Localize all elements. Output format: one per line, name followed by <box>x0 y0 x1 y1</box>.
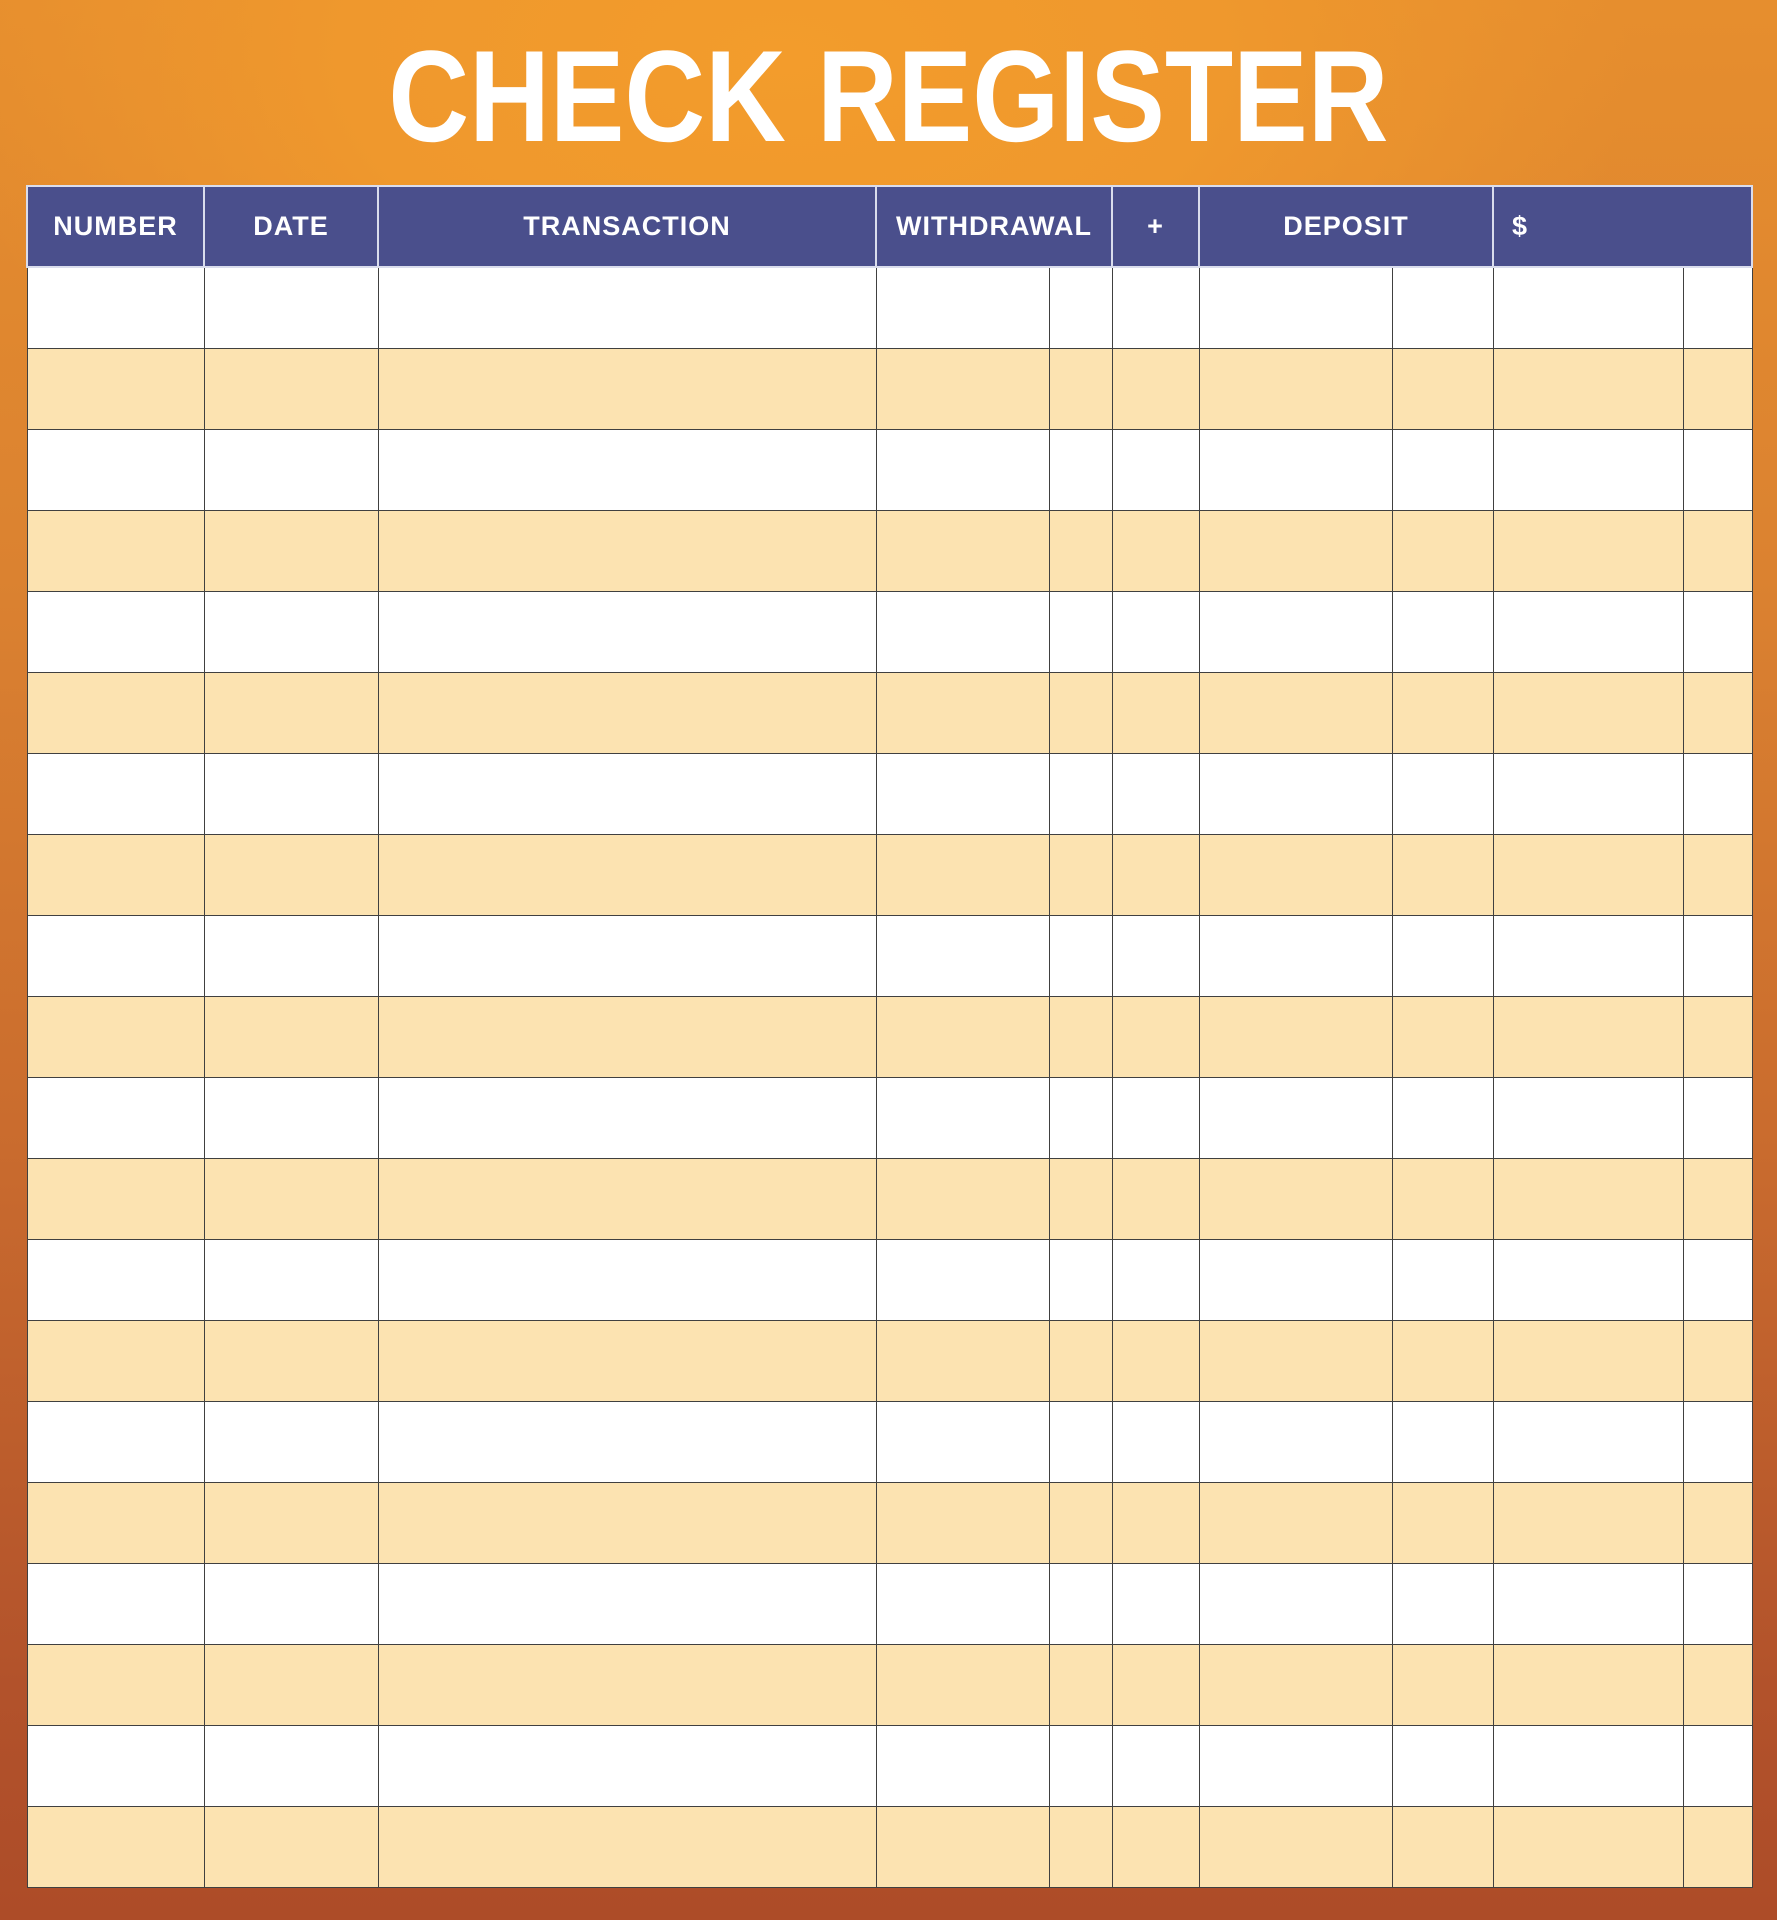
cell-balance-dollars[interactable] <box>1493 348 1683 429</box>
cell-deposit-cents[interactable] <box>1392 1158 1493 1239</box>
table-row <box>27 1482 1752 1563</box>
cell-cleared[interactable] <box>1112 1563 1199 1644</box>
cell-date[interactable] <box>204 834 378 915</box>
cell-deposit-cents[interactable] <box>1392 1644 1493 1725</box>
cell-balance-dollars[interactable] <box>1493 1806 1683 1887</box>
cell-date[interactable] <box>204 1644 378 1725</box>
cell-withdrawal-dollars[interactable] <box>876 1239 1049 1320</box>
cell-withdrawal-dollars[interactable] <box>876 510 1049 591</box>
table-row <box>27 996 1752 1077</box>
cell-number[interactable] <box>27 915 204 996</box>
cell-number[interactable] <box>27 1239 204 1320</box>
cell-withdrawal-dollars[interactable] <box>876 1725 1049 1806</box>
cell-withdrawal-cents[interactable] <box>1049 267 1112 348</box>
cell-deposit-dollars[interactable] <box>1199 1563 1392 1644</box>
cell-withdrawal-dollars[interactable] <box>876 834 1049 915</box>
table-row <box>27 267 1752 348</box>
cell-deposit-cents[interactable] <box>1392 753 1493 834</box>
cell-deposit-cents[interactable] <box>1392 1320 1493 1401</box>
cell-balance-dollars[interactable] <box>1493 1077 1683 1158</box>
cell-deposit-dollars[interactable] <box>1199 1077 1392 1158</box>
cell-transaction[interactable] <box>378 1239 876 1320</box>
cell-withdrawal-dollars[interactable] <box>876 1401 1049 1482</box>
cell-balance-dollars[interactable] <box>1493 1401 1683 1482</box>
cell-transaction[interactable] <box>378 591 876 672</box>
cell-balance-cents[interactable] <box>1683 1320 1752 1401</box>
cell-withdrawal-dollars[interactable] <box>876 429 1049 510</box>
header-date: DATE <box>204 186 378 267</box>
cell-withdrawal-cents[interactable] <box>1049 753 1112 834</box>
cell-transaction[interactable] <box>378 1158 876 1239</box>
cell-number[interactable] <box>27 996 204 1077</box>
header-transaction: TRANSACTION <box>378 186 876 267</box>
cell-withdrawal-dollars[interactable] <box>876 1077 1049 1158</box>
cell-date[interactable] <box>204 1482 378 1563</box>
cell-deposit-dollars[interactable] <box>1199 1806 1392 1887</box>
cell-withdrawal-dollars[interactable] <box>876 591 1049 672</box>
table-row <box>27 1401 1752 1482</box>
cell-withdrawal-dollars[interactable] <box>876 267 1049 348</box>
cell-transaction[interactable] <box>378 1644 876 1725</box>
cell-date[interactable] <box>204 753 378 834</box>
cell-balance-cents[interactable] <box>1683 1239 1752 1320</box>
cell-date[interactable] <box>204 1725 378 1806</box>
cell-deposit-dollars[interactable] <box>1199 510 1392 591</box>
cell-balance-dollars[interactable] <box>1493 267 1683 348</box>
cell-cleared[interactable] <box>1112 1077 1199 1158</box>
cell-number[interactable] <box>27 1077 204 1158</box>
cell-withdrawal-cents[interactable] <box>1049 996 1112 1077</box>
cell-deposit-dollars[interactable] <box>1199 1158 1392 1239</box>
cell-deposit-cents[interactable] <box>1392 1482 1493 1563</box>
cell-cleared[interactable] <box>1112 1239 1199 1320</box>
cell-deposit-cents[interactable] <box>1392 510 1493 591</box>
cell-date[interactable] <box>204 1077 378 1158</box>
cell-deposit-dollars[interactable] <box>1199 672 1392 753</box>
cell-balance-cents[interactable] <box>1683 1077 1752 1158</box>
cell-number[interactable] <box>27 510 204 591</box>
cell-withdrawal-cents[interactable] <box>1049 834 1112 915</box>
cell-cleared[interactable] <box>1112 1320 1199 1401</box>
cell-deposit-cents[interactable] <box>1392 591 1493 672</box>
table-row <box>27 591 1752 672</box>
cell-withdrawal-cents[interactable] <box>1049 1077 1112 1158</box>
cell-date[interactable] <box>204 1239 378 1320</box>
table-row <box>27 753 1752 834</box>
cell-transaction[interactable] <box>378 834 876 915</box>
cell-balance-cents[interactable] <box>1683 1725 1752 1806</box>
cell-deposit-cents[interactable] <box>1392 348 1493 429</box>
cell-withdrawal-dollars[interactable] <box>876 1806 1049 1887</box>
cell-balance-dollars[interactable] <box>1493 510 1683 591</box>
cell-date[interactable] <box>204 348 378 429</box>
cell-deposit-dollars[interactable] <box>1199 1725 1392 1806</box>
cell-number[interactable] <box>27 267 204 348</box>
cell-date[interactable] <box>204 672 378 753</box>
cell-withdrawal-dollars[interactable] <box>876 348 1049 429</box>
cell-withdrawal-cents[interactable] <box>1049 510 1112 591</box>
cell-balance-cents[interactable] <box>1683 1158 1752 1239</box>
cell-deposit-dollars[interactable] <box>1199 348 1392 429</box>
cell-balance-dollars[interactable] <box>1493 591 1683 672</box>
cell-deposit-dollars[interactable] <box>1199 996 1392 1077</box>
header-row <box>27 186 1752 267</box>
cell-balance-cents[interactable] <box>1683 915 1752 996</box>
cell-balance-cents[interactable] <box>1683 429 1752 510</box>
cell-balance-cents[interactable] <box>1683 1401 1752 1482</box>
cell-number[interactable] <box>27 834 204 915</box>
cell-deposit-cents[interactable] <box>1392 1077 1493 1158</box>
cell-number[interactable] <box>27 1158 204 1239</box>
cell-number[interactable] <box>27 1644 204 1725</box>
cell-balance-cents[interactable] <box>1683 753 1752 834</box>
table-row <box>27 348 1752 429</box>
cell-transaction[interactable] <box>378 753 876 834</box>
cell-withdrawal-dollars[interactable] <box>876 1158 1049 1239</box>
cell-transaction[interactable] <box>378 1563 876 1644</box>
table-row <box>27 915 1752 996</box>
cell-balance-dollars[interactable] <box>1493 834 1683 915</box>
cell-withdrawal-dollars[interactable] <box>876 1563 1049 1644</box>
cell-cleared[interactable] <box>1112 1401 1199 1482</box>
table-row <box>27 834 1752 915</box>
cell-balance-dollars[interactable] <box>1493 996 1683 1077</box>
cell-balance-cents[interactable] <box>1683 1563 1752 1644</box>
cell-withdrawal-dollars[interactable] <box>876 915 1049 996</box>
header-withdrawal: WITHDRAWAL <box>876 186 1112 267</box>
cell-date[interactable] <box>204 915 378 996</box>
cell-balance-cents[interactable] <box>1683 1806 1752 1887</box>
cell-deposit-dollars[interactable] <box>1199 1320 1392 1401</box>
cell-transaction[interactable] <box>378 1482 876 1563</box>
cell-deposit-cents[interactable] <box>1392 267 1493 348</box>
cell-number[interactable] <box>27 429 204 510</box>
cell-deposit-cents[interactable] <box>1392 834 1493 915</box>
cell-cleared[interactable] <box>1112 753 1199 834</box>
cell-date[interactable] <box>204 1320 378 1401</box>
cell-number[interactable] <box>27 591 204 672</box>
cell-withdrawal-dollars[interactable] <box>876 672 1049 753</box>
cell-cleared[interactable] <box>1112 510 1199 591</box>
cell-deposit-cents[interactable] <box>1392 672 1493 753</box>
cell-balance-cents[interactable] <box>1683 834 1752 915</box>
page-title: CHECK REGISTER <box>388 22 1389 169</box>
cell-withdrawal-dollars[interactable] <box>876 1320 1049 1401</box>
cell-deposit-dollars[interactable] <box>1199 1239 1392 1320</box>
cell-deposit-cents[interactable] <box>1392 1401 1493 1482</box>
cell-deposit-dollars[interactable] <box>1199 1401 1392 1482</box>
header-deposit: DEPOSIT <box>1199 186 1493 267</box>
cell-balance-dollars[interactable] <box>1493 672 1683 753</box>
cell-deposit-dollars[interactable] <box>1199 1482 1392 1563</box>
cell-number[interactable] <box>27 1806 204 1887</box>
cell-balance-cents[interactable] <box>1683 267 1752 348</box>
cell-cleared[interactable] <box>1112 1725 1199 1806</box>
cell-transaction[interactable] <box>378 1320 876 1401</box>
cell-number[interactable] <box>27 1482 204 1563</box>
table-row <box>27 1725 1752 1806</box>
cell-withdrawal-cents[interactable] <box>1049 591 1112 672</box>
cell-cleared[interactable] <box>1112 672 1199 753</box>
cell-balance-dollars[interactable] <box>1493 1158 1683 1239</box>
cell-transaction[interactable] <box>378 1401 876 1482</box>
table-row <box>27 1320 1752 1401</box>
cell-balance-cents[interactable] <box>1683 1644 1752 1725</box>
cell-cleared[interactable] <box>1112 267 1199 348</box>
cell-cleared[interactable] <box>1112 429 1199 510</box>
table-row <box>27 1806 1752 1887</box>
cell-date[interactable] <box>204 591 378 672</box>
cell-balance-dollars[interactable] <box>1493 1563 1683 1644</box>
cell-deposit-cents[interactable] <box>1392 915 1493 996</box>
cell-withdrawal-cents[interactable] <box>1049 1401 1112 1482</box>
cell-cleared[interactable] <box>1112 834 1199 915</box>
cell-balance-cents[interactable] <box>1683 996 1752 1077</box>
cell-deposit-dollars[interactable] <box>1199 591 1392 672</box>
cell-date[interactable] <box>204 996 378 1077</box>
cell-number[interactable] <box>27 348 204 429</box>
cell-balance-cents[interactable] <box>1683 1482 1752 1563</box>
cell-balance-dollars[interactable] <box>1493 429 1683 510</box>
cell-withdrawal-cents[interactable] <box>1049 348 1112 429</box>
cell-transaction[interactable] <box>378 1077 876 1158</box>
table-row <box>27 672 1752 753</box>
cell-date[interactable] <box>204 267 378 348</box>
cell-withdrawal-cents[interactable] <box>1049 1806 1112 1887</box>
cell-number[interactable] <box>27 1563 204 1644</box>
cell-deposit-cents[interactable] <box>1392 1563 1493 1644</box>
cell-cleared[interactable] <box>1112 348 1199 429</box>
cell-balance-cents[interactable] <box>1683 591 1752 672</box>
cell-withdrawal-cents[interactable] <box>1049 915 1112 996</box>
table-row <box>27 1077 1752 1158</box>
table-row <box>27 1239 1752 1320</box>
cell-withdrawal-dollars[interactable] <box>876 996 1049 1077</box>
cell-withdrawal-cents[interactable] <box>1049 1320 1112 1401</box>
cell-deposit-cents[interactable] <box>1392 1725 1493 1806</box>
cell-transaction[interactable] <box>378 1725 876 1806</box>
cell-number[interactable] <box>27 753 204 834</box>
cell-cleared[interactable] <box>1112 1644 1199 1725</box>
cell-date[interactable] <box>204 429 378 510</box>
cell-cleared[interactable] <box>1112 1482 1199 1563</box>
table-row <box>27 1644 1752 1725</box>
cell-balance-dollars[interactable] <box>1493 1482 1683 1563</box>
cell-balance-dollars[interactable] <box>1493 915 1683 996</box>
cell-withdrawal-cents[interactable] <box>1049 1644 1112 1725</box>
cell-date[interactable] <box>204 1563 378 1644</box>
cell-deposit-dollars[interactable] <box>1199 267 1392 348</box>
cell-number[interactable] <box>27 672 204 753</box>
cell-transaction[interactable] <box>378 348 876 429</box>
cell-cleared[interactable] <box>1112 1806 1199 1887</box>
title-band <box>0 0 1777 185</box>
cell-deposit-dollars[interactable] <box>1199 429 1392 510</box>
header-number: NUMBER <box>27 186 204 267</box>
cell-balance-dollars[interactable] <box>1493 753 1683 834</box>
cell-deposit-cents[interactable] <box>1392 1806 1493 1887</box>
header-balance: $ <box>1493 186 1752 267</box>
cell-number[interactable] <box>27 1320 204 1401</box>
cell-balance-dollars[interactable] <box>1493 1239 1683 1320</box>
check-register-table <box>26 185 1753 1888</box>
cell-cleared[interactable] <box>1112 915 1199 996</box>
cell-date[interactable] <box>204 1806 378 1887</box>
table-row <box>27 1563 1752 1644</box>
cell-deposit-dollars[interactable] <box>1199 834 1392 915</box>
cell-date[interactable] <box>204 1158 378 1239</box>
cell-withdrawal-cents[interactable] <box>1049 429 1112 510</box>
cell-transaction[interactable] <box>378 996 876 1077</box>
cell-cleared[interactable] <box>1112 591 1199 672</box>
cell-transaction[interactable] <box>378 267 876 348</box>
cell-cleared[interactable] <box>1112 996 1199 1077</box>
cell-withdrawal-cents[interactable] <box>1049 1158 1112 1239</box>
cell-number[interactable] <box>27 1725 204 1806</box>
cell-balance-dollars[interactable] <box>1493 1644 1683 1725</box>
cell-withdrawal-cents[interactable] <box>1049 672 1112 753</box>
cell-deposit-dollars[interactable] <box>1199 1644 1392 1725</box>
table-row <box>27 429 1752 510</box>
register-body <box>27 267 1752 1887</box>
cell-number[interactable] <box>27 1401 204 1482</box>
cell-transaction[interactable] <box>378 510 876 591</box>
header-cleared: + <box>1112 186 1199 267</box>
cell-withdrawal-cents[interactable] <box>1049 1239 1112 1320</box>
cell-withdrawal-cents[interactable] <box>1049 1482 1112 1563</box>
cell-withdrawal-cents[interactable] <box>1049 1563 1112 1644</box>
cell-deposit-dollars[interactable] <box>1199 753 1392 834</box>
table-row <box>27 510 1752 591</box>
cell-transaction[interactable] <box>378 672 876 753</box>
cell-transaction[interactable] <box>378 915 876 996</box>
cell-withdrawal-dollars[interactable] <box>876 1644 1049 1725</box>
cell-deposit-cents[interactable] <box>1392 1239 1493 1320</box>
cell-transaction[interactable] <box>378 429 876 510</box>
cell-date[interactable] <box>204 510 378 591</box>
table-row <box>27 1158 1752 1239</box>
cell-withdrawal-dollars[interactable] <box>876 753 1049 834</box>
cell-balance-cents[interactable] <box>1683 348 1752 429</box>
cell-cleared[interactable] <box>1112 1158 1199 1239</box>
cell-balance-dollars[interactable] <box>1493 1725 1683 1806</box>
cell-deposit-dollars[interactable] <box>1199 915 1392 996</box>
cell-balance-dollars[interactable] <box>1493 1320 1683 1401</box>
cell-withdrawal-dollars[interactable] <box>876 1482 1049 1563</box>
cell-deposit-cents[interactable] <box>1392 429 1493 510</box>
cell-balance-cents[interactable] <box>1683 510 1752 591</box>
cell-date[interactable] <box>204 1401 378 1482</box>
cell-transaction[interactable] <box>378 1806 876 1887</box>
cell-balance-cents[interactable] <box>1683 672 1752 753</box>
cell-withdrawal-cents[interactable] <box>1049 1725 1112 1806</box>
cell-deposit-cents[interactable] <box>1392 996 1493 1077</box>
